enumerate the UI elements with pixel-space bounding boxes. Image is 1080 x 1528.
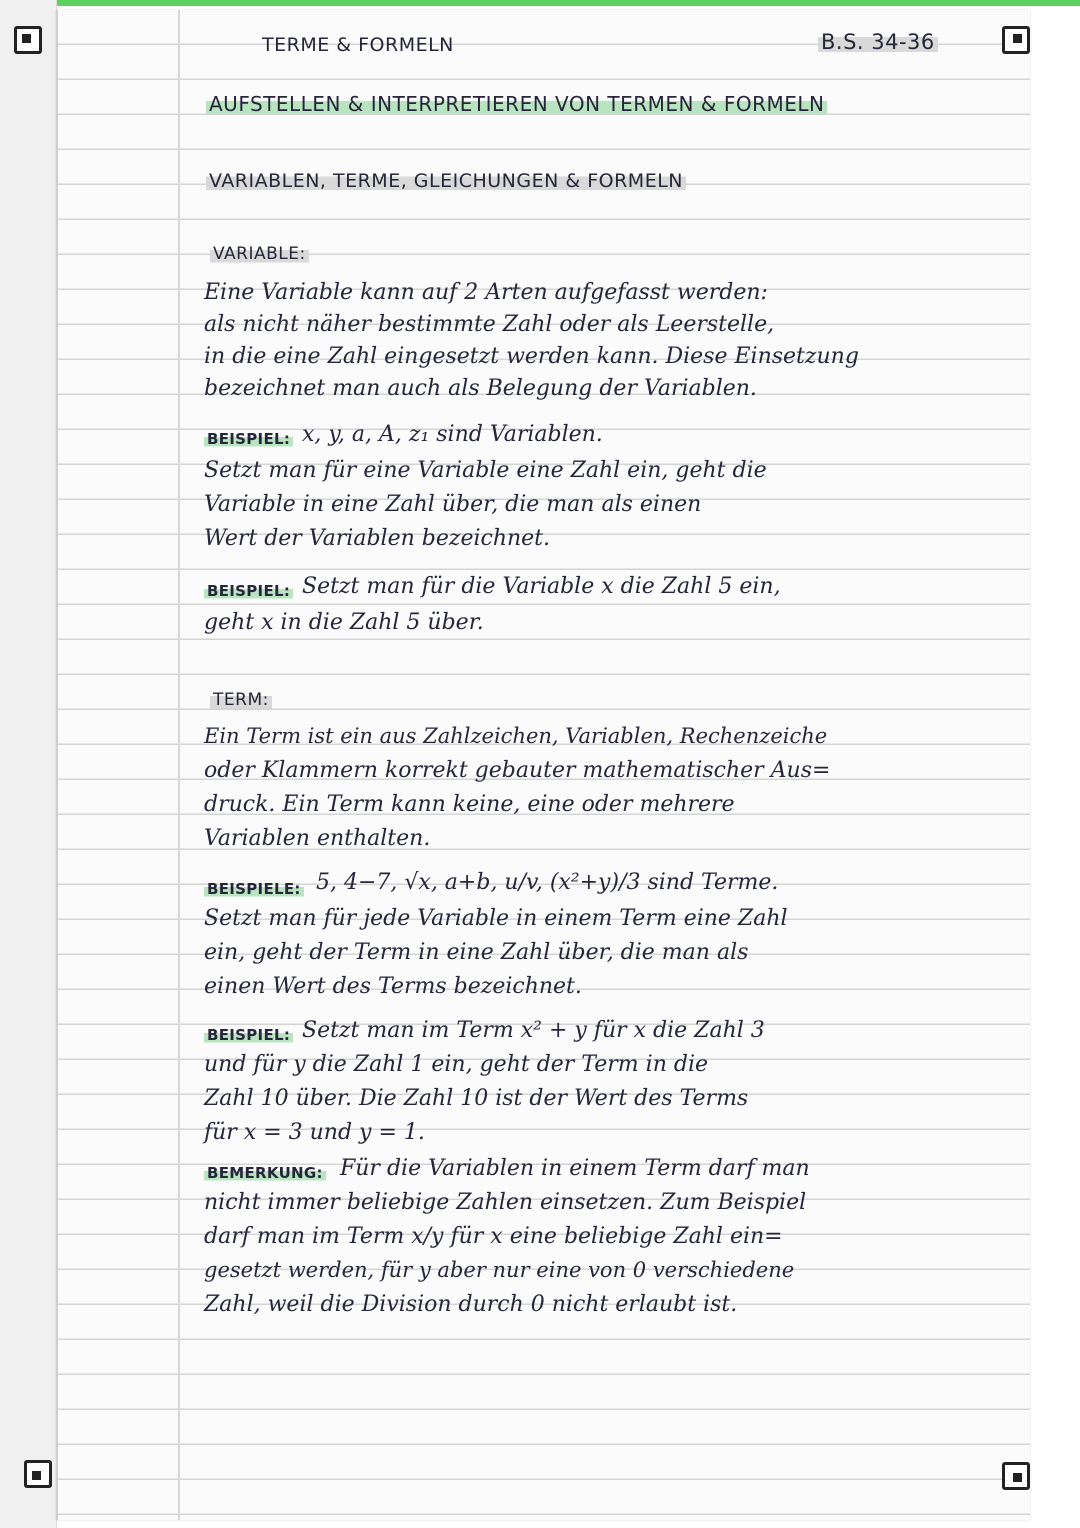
remark-text: Für die Variablen in einem Term darf man: [340, 1156, 810, 1181]
remark-label: BEMERKUNG:: [204, 1164, 326, 1182]
remark-text: nicht immer beliebige Zahlen einsetzen. Zum Beispiel: [204, 1190, 807, 1215]
example-label: BEISPIEL:: [204, 582, 293, 600]
remark-text: Zahl, weil die Division durch 0 nicht erlaubt ist.: [204, 1292, 738, 1317]
example-label: BEISPIEL:: [204, 1026, 293, 1044]
example-text: 5, 4−7, √x, a+b, u/v, (x²+y)/3 sind Terme.: [316, 870, 779, 895]
term-line: Variablen enthalten.: [204, 826, 431, 851]
corner-marker-bottom-left-icon: [24, 1460, 52, 1488]
sub-heading: VARIABLEN, TERME, GLEICHUNGEN & FORMELN: [206, 170, 686, 192]
margin-line: [178, 10, 180, 1520]
variable-line: als nicht näher bestimmte Zahl oder als Leerstelle,: [204, 312, 775, 337]
corner-marker-bottom-right-icon: [1002, 1462, 1030, 1490]
example-text: Setzt man im Term x² + y für x die Zahl 3: [302, 1018, 765, 1043]
page-reference: B.S. 34-36: [818, 30, 938, 54]
variable-line: Setzt man für eine Variable eine Zahl ein, geht die: [204, 458, 767, 483]
main-heading: AUFSTELLEN & INTERPRETIEREN VON TERMEN & FORMELN: [206, 92, 827, 116]
term-line: Setzt man für jede Variable in einem Term eine Zahl: [204, 906, 788, 931]
example-text: und für y die Zahl 1 ein, geht der Term in die: [204, 1052, 709, 1077]
variable-line: Eine Variable kann auf 2 Arten aufgefasst werden:: [204, 280, 768, 305]
remark-text: gesetzt werden, für y aber nur eine von 0 verschiedene: [204, 1258, 795, 1282]
example-text: geht x in die Zahl 5 über.: [204, 610, 484, 635]
page-title: TERME & FORMELN: [262, 34, 454, 56]
section-title-variable: VARIABLE:: [210, 244, 309, 264]
corner-marker-top-left-icon: [14, 26, 42, 54]
term-line: oder Klammern korrekt gebauter mathematischer Aus=: [204, 758, 831, 783]
term-line: Ein Term ist ein aus Zahlzeichen, Variablen, Rechenzeiche: [204, 724, 828, 748]
term-line: einen Wert des Terms bezeichnet.: [204, 974, 582, 999]
example-text: x, y, a, A, z₁ sind Variablen.: [302, 422, 603, 447]
example-label: BEISPIEL:: [204, 430, 293, 448]
example-text: für x = 3 und y = 1.: [204, 1120, 425, 1145]
left-binding-strip: [0, 0, 57, 1528]
example-label: BEISPIELE:: [204, 880, 304, 898]
variable-line: in die eine Zahl eingesetzt werden kann. Diese Einsetzung: [204, 344, 859, 369]
variable-line: bezeichnet man auch als Belegung der Variablen.: [204, 376, 757, 401]
example-text: Zahl 10 über. Die Zahl 10 ist der Wert des Terms: [204, 1086, 749, 1111]
variable-line: Wert der Variablen bezeichnet.: [204, 526, 551, 551]
variable-line: Variable in eine Zahl über, die man als einen: [204, 492, 702, 517]
section-title-term: TERM:: [210, 690, 272, 710]
top-accent-bar: [0, 0, 1080, 6]
example-text: Setzt man für die Variable x die Zahl 5 ein,: [302, 574, 781, 599]
corner-marker-top-right-icon: [1002, 26, 1030, 54]
term-line: druck. Ein Term kann keine, eine oder mehrere: [204, 792, 735, 817]
term-line: ein, geht der Term in eine Zahl über, die man als: [204, 940, 749, 965]
remark-text: darf man im Term x/y für x eine beliebige Zahl ein=: [204, 1224, 783, 1249]
